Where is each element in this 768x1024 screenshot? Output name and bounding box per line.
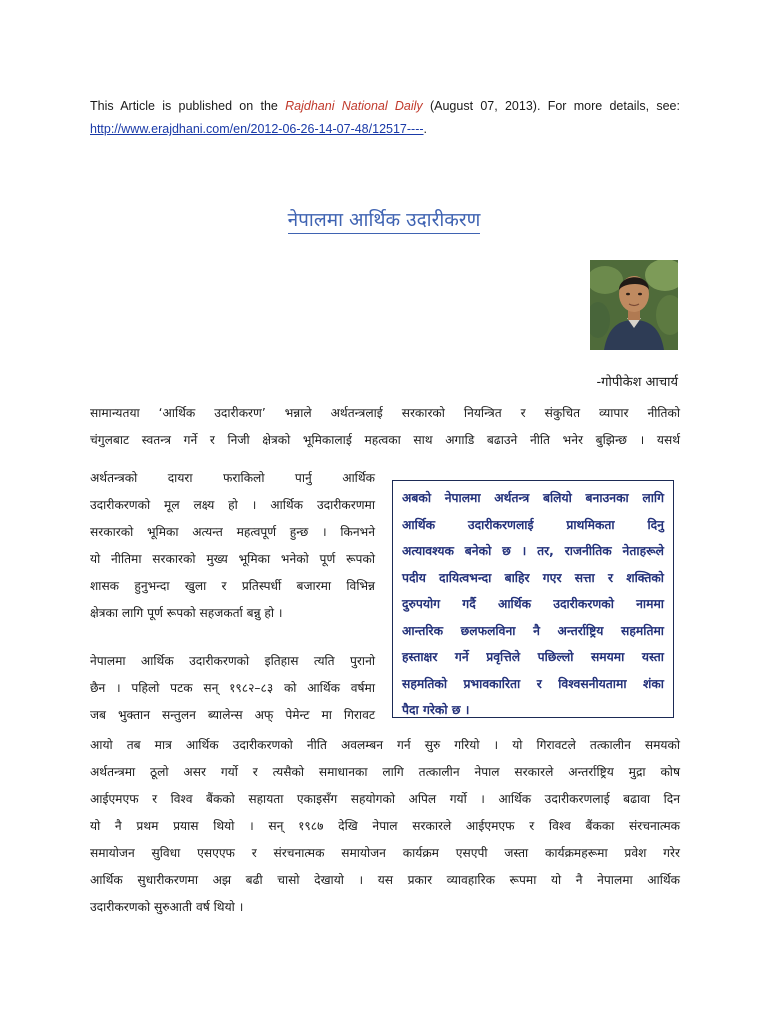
paragraph-1	[90, 400, 680, 454]
paragraph-line: समायोजन सुविधा एसएएफ र संरचनात्मक समायोजन कार्यक्रम एसएपी जस्ता कार्यक्रमहरूमा प्रवेश गरेर	[90, 846, 680, 860]
paragraph-line: आयो तब मात्र आर्थिक उदारीकरणको नीति अवलम्बन गर्न सुरु गरियो । यो गिरावटले तत्कालीन समयको	[90, 738, 680, 752]
paragraph-line: अर्थतन्त्रमा ठूलो असर गर्यो र त्यसैको समाधानका लागि तत्कालीन नेपाल सरकारले अन्तर्राष्ट्रिय मुद्रा कोष	[90, 765, 680, 779]
publication-note	[90, 95, 680, 141]
paragraph-line: चंगुलबाट स्वतन्त्र गर्ने र निजी क्षेत्रको भूमिकालाई महत्वका साथ अगाडि बढाउने नीति भनेर बुझिन्छ । यसर्थ	[90, 433, 680, 447]
article-title	[0, 206, 768, 232]
paragraph-line: छैन । पहिलो पटक सन् १९८२–८३ को आर्थिक वर्षमा	[90, 681, 375, 695]
paragraph-line: क्षेत्रका लागि पूर्ण रूपको सहजकर्ता बन्नु हो ।	[90, 606, 283, 620]
paragraph-line: सरकारको भूमिका अत्यन्त महत्वपूर्ण हुन्छ । किनभने	[90, 525, 375, 539]
paragraph-line: उदारीकरणको सुरुआती वर्ष थियो ।	[90, 900, 244, 914]
pull-quote-box	[392, 480, 674, 718]
newspaper-name: Rajdhani National Daily	[285, 99, 423, 113]
paragraph-line: नेपालमा आर्थिक उदारीकरणको इतिहास त्यति पुरानो	[90, 654, 375, 668]
paragraph-line: शासक हुनुभन्दा खुला र प्रतिस्पर्धी बजारमा विभिन्न	[90, 579, 375, 593]
pull-quote-line: सहमतिको प्रभावकारिता र विश्वसनीयतामा शंका	[402, 676, 664, 691]
pull-quote-line: पैदा गरेको छ ।	[402, 703, 470, 717]
paragraph-line: सामान्यतया ‘आर्थिक उदारीकरण’ भन्नाले अर्थतन्त्रलाई सरकारको नियन्त्रित र संकुचित व्यापार नीतिको	[90, 406, 680, 420]
paragraph-line: आईएमएफ र विश्व बैंकको सहायता एकाइसँग सहयोगको अपिल गर्यो । आर्थिक उदारीकरणलाई बढावा दिन	[90, 792, 680, 806]
article-title-text: नेपालमा आर्थिक उदारीकरण	[288, 209, 481, 234]
pull-quote-line: आन्तरिक छलफलविना नै अन्तर्राष्ट्रिय सहमतिमा	[402, 623, 664, 638]
paragraph-line: यो नै प्रथम प्रयास थियो । सन् १९८७ देखि नेपाल सरकारले आईएमएफ र विश्व बैंकका संरचनात्मक	[90, 819, 680, 833]
pub-note-prefix: This Article is published on the	[90, 99, 278, 113]
author-name: -गोपीकेश आचार्य	[596, 375, 678, 390]
pull-quote-line: आर्थिक उदारीकरणलाई प्राथमिकता दिनु	[402, 517, 664, 532]
paragraph-3	[90, 648, 375, 729]
pull-quote-line: पदीय दायित्वभन्दा बाहिर गएर सत्ता र शक्तिको	[402, 570, 664, 585]
paragraph-line: अर्थतन्त्रको दायरा फराकिलो पार्नु आर्थिक	[90, 471, 375, 485]
pub-note-suffix: (August 07, 2013). For more details, see:	[429, 99, 680, 113]
pull-quote-line: हस्ताक्षर गर्ने प्रवृत्तिले पछिल्लो समयमा यस्ता	[402, 650, 664, 664]
paragraph-line: यो नीतिमा सरकारको मुख्य भूमिका भनेको पूर्ण रूपको	[90, 552, 375, 566]
paragraph-2	[90, 465, 375, 627]
paragraph-line: उदारीकरणको मूल लक्ष्य हो । आर्थिक उदारीकरणमा	[90, 498, 375, 512]
paragraph-line: जब भुक्तान सन्तुलन ब्यालेन्स अफ् पेमेन्ट मा गिरावट	[90, 708, 375, 722]
pull-quote-line: अत्यावश्यक बनेको छ । तर, राजनीतिक नेताहरूले	[402, 544, 664, 558]
paragraph-4	[90, 732, 680, 921]
pull-quote-line: दुरुपयोग गर्दै आर्थिक उदारीकरणको नाममा	[402, 597, 664, 611]
paragraph-line: आर्थिक सुधारीकरणमा अझ बढी चासो देखायो । यस प्रकार व्यावहारिक रूपमा यो नै नेपालमा आर्थिक	[90, 873, 680, 887]
article-link[interactable]: http://www.erajdhani.com/en/2012-06-26-14-07-48/12517----	[90, 122, 424, 136]
pub-note-period: .	[423, 122, 428, 136]
author-photo-icon	[590, 260, 678, 350]
author-photo	[590, 260, 678, 350]
pull-quote-line: अबको नेपालमा अर्थतन्त्र बलियो बनाउनका लागि	[402, 491, 664, 505]
